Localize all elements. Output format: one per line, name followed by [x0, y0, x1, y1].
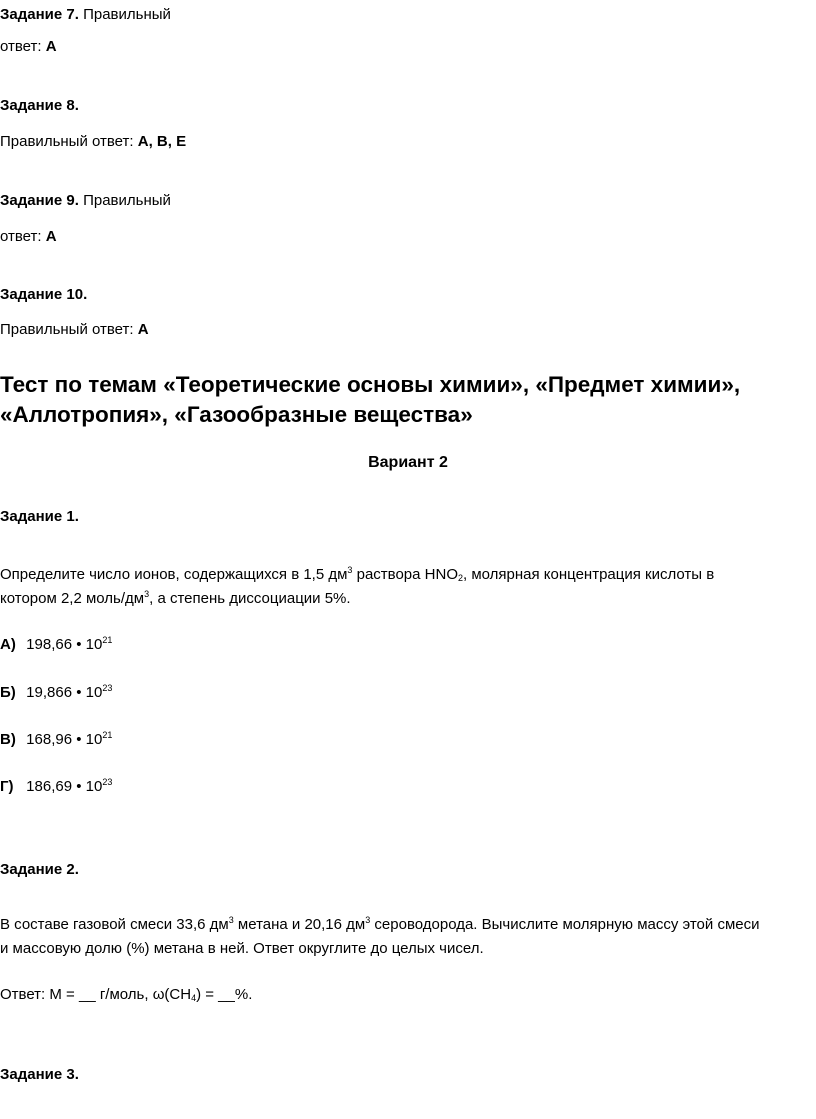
- option-exponent: 23: [102, 683, 113, 693]
- task1-label: Задание 1.: [0, 508, 79, 525]
- task9-text: Правильный: [83, 192, 171, 209]
- task10-answer: А: [137, 321, 149, 338]
- task1-question-line1: [0, 563, 814, 587]
- task2-sup-1: 3: [228, 915, 234, 925]
- task3-label: Задание 3.: [0, 1066, 79, 1083]
- task8-label: Задание 8.: [0, 97, 79, 114]
- task2-answer-line: [0, 986, 252, 1004]
- task2-question-line1: [0, 913, 814, 937]
- test-title-line2: «Аллотропия», «Газообразные вещества»: [0, 402, 473, 427]
- task8-line2: [0, 133, 186, 151]
- option-exponent: 23: [102, 777, 113, 787]
- task2-text-1: В составе газовой смеси 33,6 дм: [0, 916, 229, 933]
- task10-line2: [0, 321, 149, 339]
- task2-answer-text-1: Ответ: M = __ г/моль, ω(CH: [0, 986, 192, 1003]
- task7-text: Правильный: [83, 6, 171, 23]
- option-value: 19,866 • 10: [26, 684, 103, 701]
- task8-answer: А, В, Е: [137, 133, 187, 150]
- task1-sup-2: 3: [144, 589, 150, 599]
- task1-sup-1: 3: [347, 565, 353, 575]
- task1-text-4: котором 2,2 моль/дм: [0, 590, 145, 607]
- test-title-line1: Тест по темам «Теоретические основы химии», «Предмет химии»,: [0, 372, 741, 397]
- task2-label: Задание 2.: [0, 861, 79, 878]
- task1-text-5: , а степень диссоциации 5%.: [149, 590, 351, 607]
- task1-text-3: , молярная концентрация кислоты в: [463, 566, 715, 583]
- task10-answer-prefix: Правильный ответ:: [0, 321, 138, 338]
- task2-answer-sub: 4: [191, 993, 197, 1003]
- task9-line2: [0, 228, 57, 246]
- option-value: 198,66 • 10: [26, 636, 103, 653]
- task1-option-a: [0, 636, 112, 654]
- option-value: 168,96 • 10: [26, 731, 103, 748]
- task1-option-b: [0, 684, 112, 702]
- task9-line1: [0, 192, 171, 210]
- task9-answer: А: [45, 228, 57, 245]
- task1-option-d: [0, 778, 112, 796]
- option-exponent: 21: [102, 730, 113, 740]
- task2-answer-text-2: ) = __%.: [196, 986, 253, 1003]
- task9-answer-prefix: ответ:: [0, 228, 46, 245]
- task1-text-1: Определите число ионов, содержащихся в 1,5 дм: [0, 566, 348, 583]
- option-letter: А): [0, 636, 16, 653]
- task1-question: [0, 563, 814, 611]
- task7-line2: [0, 38, 57, 56]
- task7-answer: А: [45, 38, 57, 55]
- task1-sub-1: 2: [458, 573, 464, 583]
- task2-sup-2: 3: [365, 915, 371, 925]
- option-letter: В): [0, 731, 16, 748]
- task7-answer-prefix: ответ:: [0, 38, 46, 55]
- task1-option-c: [0, 731, 112, 749]
- task8-answer-prefix: Правильный ответ:: [0, 133, 138, 150]
- task2-question: [0, 913, 814, 961]
- option-value: 186,69 • 10: [26, 778, 103, 795]
- option-letter: Б): [0, 684, 16, 701]
- option-exponent: 21: [102, 635, 113, 645]
- task10-label: Задание 10.: [0, 286, 88, 303]
- task2-question-line2: и массовую долю (%) метана в ней. Ответ округлите до целых чисел.: [0, 940, 484, 957]
- task1-question-line2: [0, 587, 814, 611]
- task9-label: Задание 9.: [0, 192, 79, 209]
- option-letter: Г): [0, 778, 14, 795]
- variant-heading: Вариант 2: [368, 454, 448, 471]
- task7-line1: [0, 6, 171, 24]
- task2-text-2: метана и 20,16 дм: [233, 916, 366, 933]
- task7-label: Задание 7.: [0, 6, 79, 23]
- task1-text-2: раствора HNO: [352, 566, 458, 583]
- task2-text-3: сероводорода. Вычислите молярную массу этой смеси: [370, 916, 760, 933]
- test-title: [0, 370, 810, 430]
